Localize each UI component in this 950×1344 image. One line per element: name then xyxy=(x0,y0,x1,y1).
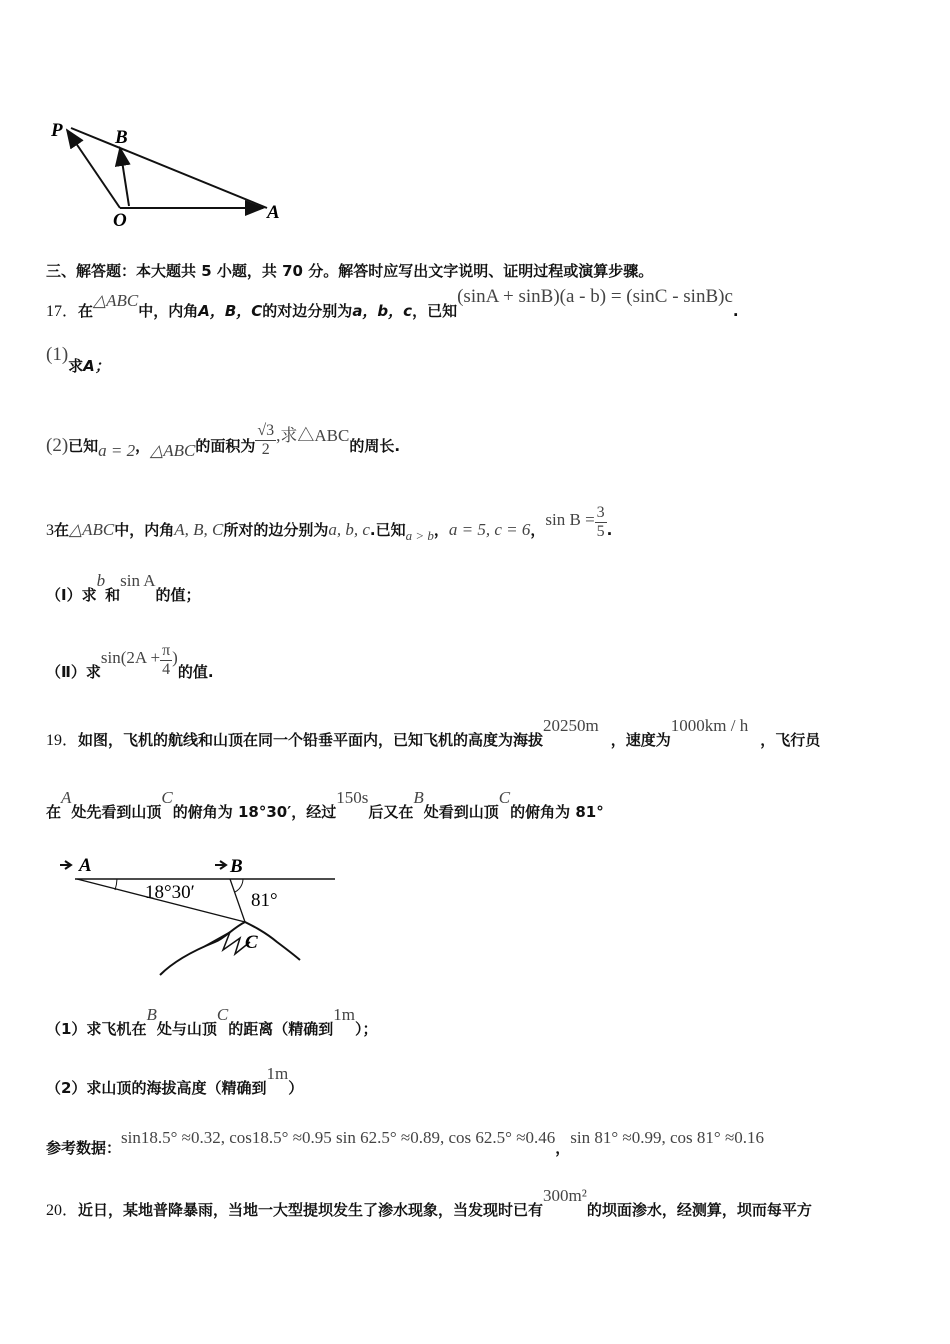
q17-t2: 中，内角 xyxy=(138,302,199,320)
label-a: A xyxy=(267,202,280,223)
label-c: C xyxy=(245,932,258,953)
q17-t4: 的对边分别为 xyxy=(262,302,353,320)
q18-p2-den: 4 xyxy=(162,661,171,678)
q19-l2-t1: 在 xyxy=(46,803,62,821)
q20-area: 300m² xyxy=(543,1186,587,1205)
reference-data xyxy=(46,1128,765,1158)
q18-sinB: sin B = xyxy=(545,510,595,529)
q17-p2-den: 2 xyxy=(261,441,270,458)
q18-comma: ， xyxy=(433,521,449,539)
label-b: B xyxy=(230,856,243,877)
q18-p1-b: b xyxy=(96,571,106,590)
q17-p2-t4: 的周长. xyxy=(349,437,401,455)
q18-t2: 中，内角 xyxy=(114,521,175,539)
q20-num: 20． xyxy=(46,1202,79,1219)
q17-p2-label: (2) xyxy=(46,435,69,456)
q18-t4: .已知 xyxy=(369,521,406,539)
angle-b-label: 81° xyxy=(251,890,278,911)
q17-t3: A，B，C xyxy=(198,302,263,320)
q17-t6: ，已知 xyxy=(412,302,458,320)
q19-p1-unit: 1m xyxy=(333,1005,355,1024)
label-a: A xyxy=(79,855,92,876)
question-19-part-1 xyxy=(46,1005,378,1039)
q19-num: 19． xyxy=(46,732,79,749)
label-o: O xyxy=(113,210,127,231)
question-17 xyxy=(46,286,739,322)
q19-l2-C: C xyxy=(161,788,173,807)
q18-den: 5 xyxy=(596,523,605,540)
question-18-part-1 xyxy=(46,571,201,605)
q19-l2-A: A xyxy=(61,788,72,807)
q19-l2-time: 150s xyxy=(336,788,369,807)
q17-t5: a，b，c xyxy=(352,302,413,320)
question-18-part-2 xyxy=(46,642,214,691)
label-p: P xyxy=(51,120,63,141)
q18-cond: a > b xyxy=(405,528,434,543)
q19-p1-t3: 的距离（精确到 xyxy=(228,1020,334,1038)
q19-p1-t1: （1）求飞机在 xyxy=(46,1020,147,1038)
q19-l2-t5: 处看到山顶 xyxy=(423,803,499,821)
q19-p1-t4: ）； xyxy=(354,1020,378,1038)
q19-p1-B: B xyxy=(146,1005,157,1024)
question-18 xyxy=(46,504,613,549)
q18-t1: 在 xyxy=(54,521,70,539)
q18-p1-label: （Ⅰ）求 xyxy=(46,586,97,604)
q19-ref-data2: sin 81° ≈0.99, cos 81° ≈0.16 xyxy=(570,1128,765,1147)
q18-t3: 所对的边分别为 xyxy=(223,521,329,539)
q19-t1: 如图，飞机的航线和山顶在同一个铅垂平面内，已知飞机的高度为海拔 xyxy=(78,731,544,749)
q18-p2-label: （Ⅱ）求 xyxy=(46,663,101,681)
q19-t2: ，速度为 xyxy=(610,731,671,749)
q18-vals: a = 5, c = 6 xyxy=(448,520,531,539)
q17-tri: △ABC xyxy=(93,291,139,310)
q19-p2-t2: ） xyxy=(288,1079,304,1097)
plane-mountain-figure xyxy=(55,850,340,985)
q18-p2-num: π xyxy=(162,642,171,659)
q17-p2-t3: ,求△ABC xyxy=(276,426,350,445)
q18-num: 3 xyxy=(46,522,54,539)
q18-p2-expr2: ) xyxy=(172,648,178,667)
q18-p2-end: 的值. xyxy=(177,663,214,681)
q17-formula: (sinA + sinB)(a - b) = (sinC - sinB)c xyxy=(457,286,733,307)
question-17-part-2 xyxy=(46,422,401,465)
q19-l2-B: B xyxy=(413,788,424,807)
q17-p1-text: 求 xyxy=(68,357,84,375)
q19-l2-t3: 的俯角为 18°30′，经过 xyxy=(172,803,337,821)
q17-p1-label: (1) xyxy=(46,344,69,365)
q18-comma2: ， xyxy=(530,521,546,539)
q18-sides: a, b, c xyxy=(328,520,370,539)
q17-p2-comma: ， xyxy=(135,437,151,455)
q18-p2-expr1: sin(2A + xyxy=(100,648,161,667)
q19-t3: ，飞行员 xyxy=(760,731,821,749)
vector-figure-pboa xyxy=(45,110,295,235)
q17-p1-var: A； xyxy=(83,357,110,375)
q19-l2-C2: C xyxy=(498,788,511,807)
q19-ref-data1: sin18.5° ≈0.32, cos18.5° ≈0.95 sin 62.5° ≈0.89, cos 62.5° ≈0.46 xyxy=(121,1128,556,1147)
q19-l2-t6: 的俯角为 81° xyxy=(510,803,604,821)
question-19-line-2 xyxy=(46,788,604,822)
q17-p2-num: √3 xyxy=(257,422,275,439)
q19-p2-unit: 1m xyxy=(266,1064,289,1083)
q17-end: . xyxy=(732,302,739,320)
q17-p2-t1: 已知 xyxy=(68,437,99,455)
question-19-part-2 xyxy=(46,1064,304,1098)
q18-p1-end: 的值； xyxy=(155,586,201,604)
q19-speed: 1000km / h xyxy=(670,716,749,735)
angle-a-label: 18°30′ xyxy=(145,882,195,903)
q19-ref-comma: ， xyxy=(555,1139,571,1157)
q17-t1: 在 xyxy=(78,302,94,320)
q19-p1-C: C xyxy=(216,1005,229,1024)
q18-p1-sinA: sin A xyxy=(120,571,156,590)
q19-l2-t2: 处先看到山顶 xyxy=(71,803,162,821)
q20-t1: 近日，某地普降暴雨，当地一大型提坝发生了渗水现象，当发现时已有 xyxy=(78,1201,544,1219)
q20-t2: 的坝面渗水，经测算，坝而每平方 xyxy=(586,1201,812,1219)
q18-angles: A, B, C xyxy=(174,520,224,539)
question-19 xyxy=(46,716,821,750)
q19-p1-t2: 处与山顶 xyxy=(156,1020,217,1038)
q17-p2-a: a = 2 xyxy=(98,441,136,460)
q18-end: . xyxy=(606,521,613,539)
question-20 xyxy=(46,1186,812,1220)
q19-l2-t4: 后又在 xyxy=(368,803,414,821)
q19-ref-label: 参考数据： xyxy=(46,1139,122,1157)
q19-p2-t1: （2）求山顶的海拔高度（精确到 xyxy=(46,1079,267,1097)
q17-p2-t2: 的面积为 xyxy=(195,437,256,455)
q18-num: 3 xyxy=(596,504,605,521)
label-b: B xyxy=(115,127,128,148)
question-17-part-1 xyxy=(46,344,110,375)
q18-tri: △ABC xyxy=(69,520,115,539)
q19-height: 20250m xyxy=(543,716,599,735)
q18-p1-and: 和 xyxy=(105,586,121,604)
section-heading: 三、解答题：本大题共 5 小题，共 70 分。解答时应写出文字说明、证明过程或演算步骤。 xyxy=(46,262,654,280)
q17-p2-tri: △ABC xyxy=(150,441,196,460)
q17-num: 17． xyxy=(46,303,79,320)
